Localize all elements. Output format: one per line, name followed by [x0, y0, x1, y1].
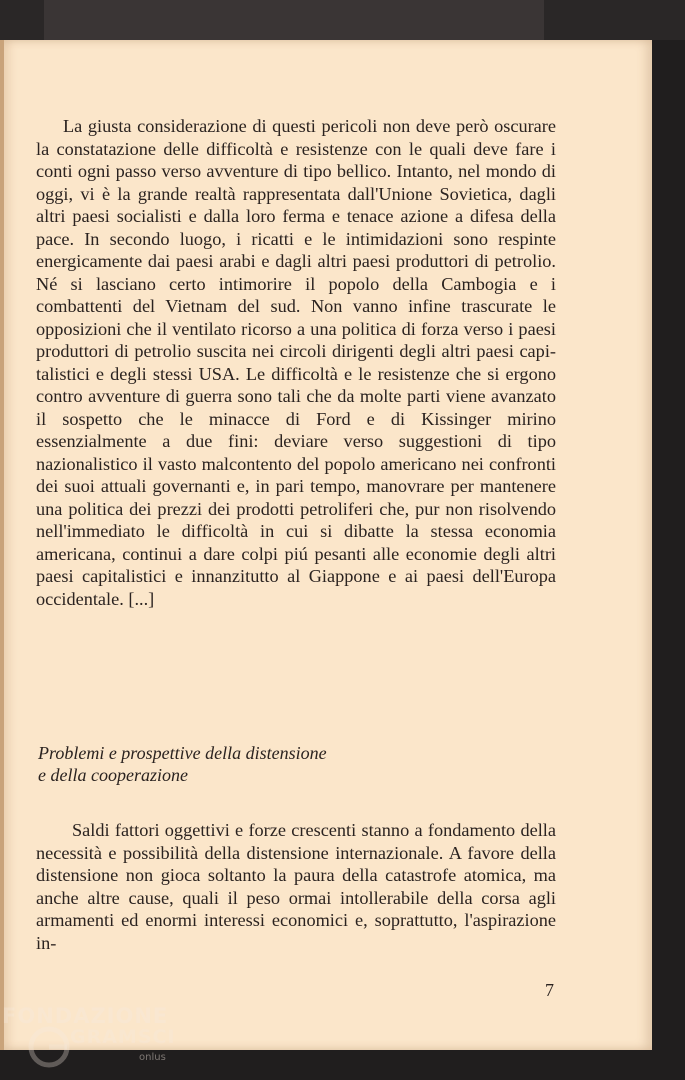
watermark-subtext: onlus [139, 1052, 166, 1063]
watermark [2, 1002, 176, 1072]
section-heading [38, 742, 438, 786]
body-paragraph-2: Saldi fattori oggettivi e forze crescenti stanno a fondamento della necessità e possibilità della distensione internazionale. A favore della distensione non gioca soltanto la paura della catastrofe atomica, ma anche altre cause, quali il peso ormai intollerabile della corsa agli armamenti ed enormi interessi economici e, soprattutto, l'aspirazione in- [36, 820, 556, 953]
watermark-logo-icon [26, 1024, 72, 1070]
scan-border-stripe [44, 0, 544, 40]
page-number: 7 [545, 980, 554, 1000]
watermark-text-1: FONDAZIONE [2, 1004, 169, 1028]
section-heading-line-1: Problemi e prospettive della distensione [38, 743, 327, 763]
section-heading-line-2: e della cooperazione [38, 765, 188, 785]
watermark-text-2: GRAMSCI [70, 1026, 176, 1048]
body-paragraph-1: La giusta considerazione di questi pericoli non deve però oscurare la constatazione delle difficoltà e resistenze con le quali deve fare i conti ogni passo verso avventure di tipo bellico. Intanto, nel mondo di oggi, vi è la grande realtà rappresentata dall'Unione Sovietica, dagli altri paesi socialisti e dalla loro ferma e tenace azione a difesa della pace. In secondo luogo, i ricatti e le intimidazioni sono respinte energicamente dai paesi arabi e dagli altri paesi produttori di petrolio. Né si lasciano certo intimorire il popolo della Cambogia e i combattenti del Vietnam del sud. Non vanno infine trascurate le opposizioni che il ventilato ricorso a una politica di forza verso i paesi produttori di petrolio suscita nei circoli dirigenti degli altri paesi capitalistici e degli stessi USA. Le difficoltà e le resistenze che si ergono contro avventure di guerra sono tali che da molte parti viene avanzato il sospetto che le minacce di Ford e di Kissinger mirino essenzialmente a due fini: deviare verso suggestioni di tipo nazionalistico il vasto malcontento del popolo americano nei confronti dei suoi attuali governanti e, in pari tempo, manovrare per mantenere una politica dei prezzi dei prodotti petroliferi che, pur non risolvendo nell'immediato le difficoltà in cui si dibatte la stessa economia americana, continui a dare colpi piú pesanti alle economie degli altri paesi capitalistici e innanzitutto al Giappone e ai paesi dell'Europa occidentale. [...] [36, 116, 556, 609]
